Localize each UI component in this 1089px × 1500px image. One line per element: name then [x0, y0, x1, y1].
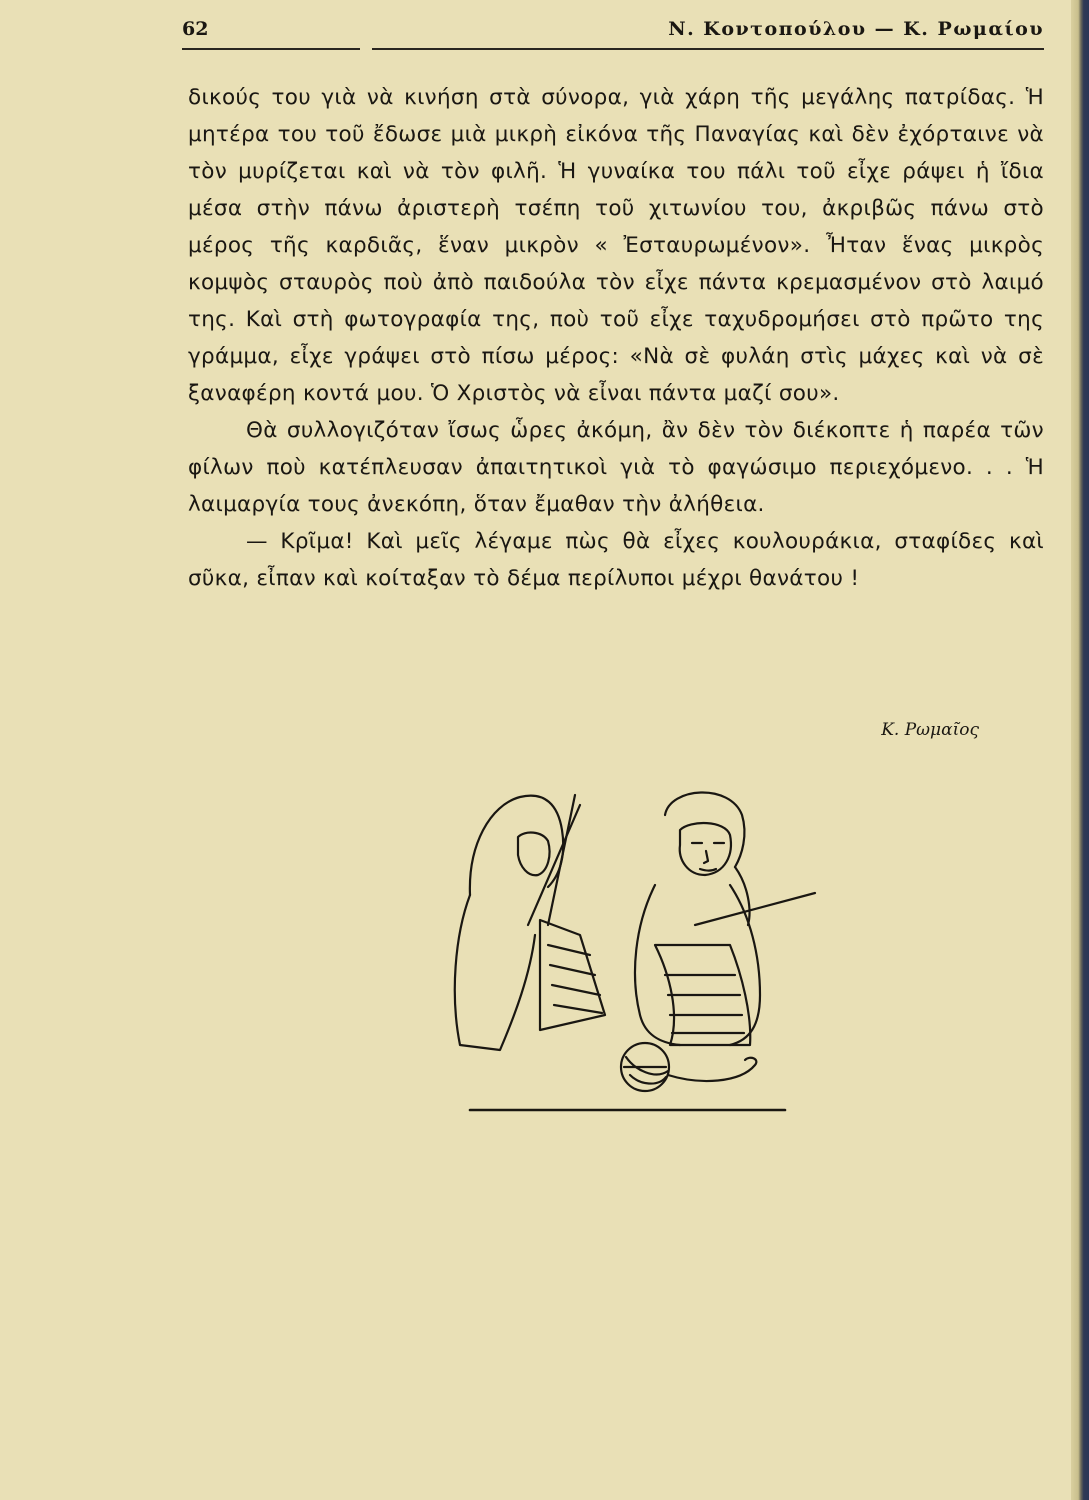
old-woman-face	[518, 832, 550, 875]
knitting-needle-left	[548, 795, 575, 925]
knitting-women-illustration	[430, 775, 820, 1115]
page-number: 62	[182, 18, 209, 40]
knitting-needle-right	[695, 893, 815, 925]
knitting-needle-left-2	[528, 805, 580, 925]
young-woman-face	[680, 823, 731, 875]
author-signature: Κ. Ρωμαῖος	[881, 720, 979, 740]
paragraph-1: δικούς του γιὰ νὰ κινήση στὰ σύνορα, γιὰ χάρη τῆς μεγάλης πατρίδας. Ἡ μητέρα του τοῦ ἔδωσε μιὰ μικρὴ εἰκόνα τῆς Παναγίας καὶ δὲν ἐχόρταινε νὰ τὸν μυρίζεται καὶ νὰ τὸν φιλῆ. Ἡ γυναίκα του πάλι τοῦ εἶχε ράψει ἡ ἴδια μέσα στὴν πάνω ἀριστερὴ τσέπη τοῦ χιτωνίου του, ἀκριβῶς πάνω στὸ μέρος τῆς καρδιᾶς, ἕναν μικρὸν « Ἐσταυρωμένον». Ἦταν ἕνας μικρὸς κομψὸς σταυρὸς ποὺ ἀπὸ παιδούλα τὸν εἶχε πάντα κρεμασμένον στὸ λαιμό της. Καὶ στὴ φωτογραφία της, ποὺ τοῦ εἶχε ταχυδρομήσει στὸ πρῶτο της γράμμα, εἶχε γράψει στὸ πίσω μέρος: «Νὰ σὲ φυλάη στὶς μάχες καὶ νὰ σὲ ξαναφέρη κοντά μου. Ὁ Χριστὸς νὰ εἶναι πάντα μαζί σου».	[188, 85, 1044, 406]
young-woman-hair	[665, 792, 744, 867]
page-edge	[1071, 0, 1089, 1500]
running-head: Ν. Κοντοπούλου — Κ. Ρωμαίου	[668, 18, 1044, 40]
header-rule-left	[182, 48, 360, 50]
header-rule-right	[372, 48, 1044, 50]
paragraph-2: Θὰ συλλογιζόταν ἴσως ὧρες ἀκόμη, ἂν δὲν τὸν διέκοπτε ἡ παρέα τῶν φίλων ποὺ κατέπλευσαν ἀπαιτητικοὶ γιὰ τὸ φαγώσιμο περιεχόμενο. . . Ἡ λαιμαργία τους ἀνεκόπη, ὅταν ἔμαθαν τὴν ἀλήθεια.	[188, 418, 1044, 517]
page-header	[182, 18, 1044, 48]
paragraph-3: — Κρῖμα! Καὶ μεῖς λέγαμε πὼς θὰ εἶχες κουλουράκια, σταφίδες καὶ σῦκα, εἶπαν καὶ κοίταξαν τὸ δέμα περίλυποι μέχρι θανάτου !	[188, 529, 1044, 591]
body-text	[188, 79, 1044, 597]
old-woman-body	[455, 895, 535, 1050]
yarn-thread	[668, 1058, 756, 1081]
